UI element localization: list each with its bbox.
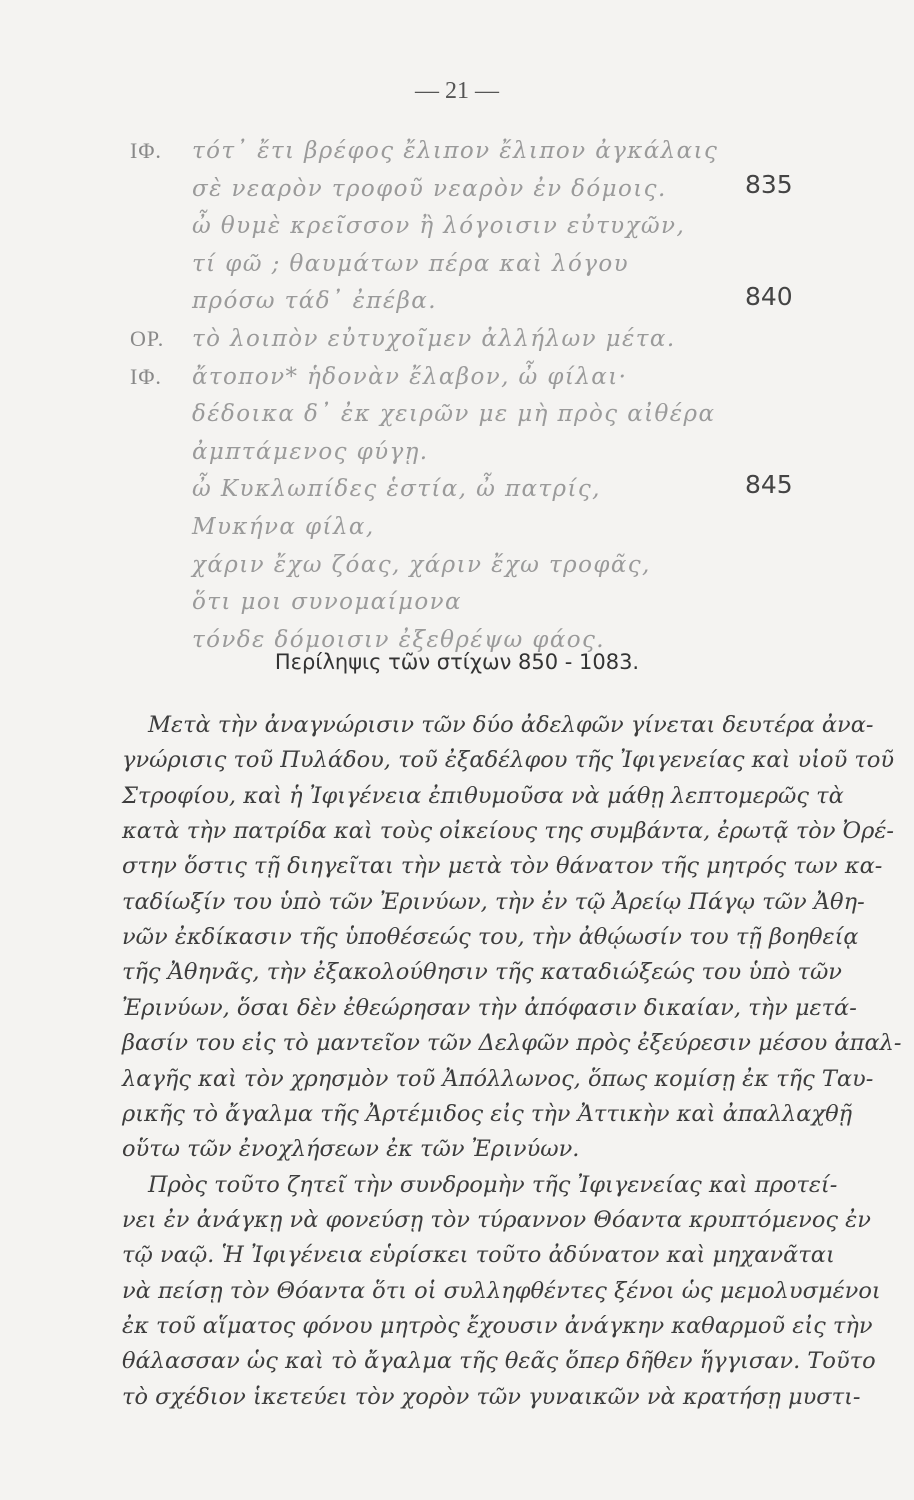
verse-text: Μυκήνα φίλα,: [192, 514, 375, 540]
prose-line: κατὰ τὴν πατρίδα καὶ τοὺς οἰκείους της συμβάντα, ἐρωτᾷ τὸν Ὀρέ-: [122, 818, 894, 845]
verse-text: τότ᾽ ἔτι βρέφος ἔλιπον ἔλιπον ἀγκάλαις: [192, 138, 719, 164]
verse-line: [0, 439, 914, 473]
verse-line: [0, 169, 914, 210]
prose-line: τὸ σχέδιον ἱκετεύει τὸν χορὸν τῶν γυναικῶν νὰ κρατήσῃ μυστι-: [122, 1383, 861, 1410]
prose-line: λαγῆς καὶ τὸν χρησμὸν τοῦ Ἀπόλλωνος, ὅπως κομίσῃ ἐκ τῆς Ταυ-: [122, 1065, 874, 1092]
line-number: 840: [745, 282, 793, 312]
verse-line: [0, 213, 914, 247]
verse-line: [0, 282, 914, 322]
verse-text: τὸ λοιπὸν εὐτυχοῖμεν ἀλλήλων μέτα.: [192, 326, 676, 352]
prose-line: γνώρισις τοῦ Πυλάδου, τοῦ ἐξαδέλφου τῆς Ἰφιγενείας καὶ υἱοῦ τοῦ: [122, 747, 895, 774]
verse-text: πρόσω τάδ᾽ ἐπέβα.: [192, 288, 437, 315]
prose-line: Πρὸς τοῦτο ζητεῖ τὴν συνδρομὴν τῆς Ἰφιγενείας καὶ προτεί-: [148, 1171, 838, 1198]
verse-line: [0, 401, 914, 435]
verse-line: [0, 251, 914, 285]
prose-line: Μετὰ τὴν ἀναγνώρισιν τῶν δύο ἀδελφῶν γίνεται δευτέρα ἀνα-: [148, 712, 874, 738]
verse-line: [0, 470, 914, 510]
prose-line: ἐκ τοῦ αἵματος φόνου μητρὸς ἔχουσιν ἀνάγκην καθαρμοῦ εἰς τὴν: [122, 1312, 873, 1339]
prose-line: στην ὅστις τῇ διηγεῖται τὴν μετὰ τὸν θάνατον τῆς μητρός των κα-: [122, 853, 883, 880]
speaker-label: ΙΦ.: [130, 363, 162, 389]
verse-text: ὦ θυμὲ κρεῖσσον ἢ λόγοισιν εὐτυχῶν,: [192, 213, 686, 240]
verse-text: ὅτι μοι συνομαίμονα: [192, 589, 462, 616]
verse-text: τόνδε δόμοισιν ἐξεθρέψω φάος.: [192, 626, 606, 653]
speaker-label: ΙΦ.: [130, 138, 162, 163]
line-number: 835: [745, 169, 793, 199]
verse-text: ἄτοπον* ἡδονὰν ἔλαβον, ὦ φίλαι·: [192, 363, 628, 390]
prose-line: Ἐρινύων, ὅσαι δὲν ἐθεώρησαν τὴν ἀπόφασιν δικαίαν, τὴν μετά-: [122, 994, 857, 1021]
verse-text: τί φῶ ; θαυμάτων πέρα καὶ λόγου: [192, 250, 630, 277]
prose-line: ρικῆς τὸ ἄγαλμα τῆς Ἀρτέμιδος εἰς τὴν Ἀττικὴν καὶ ἀπαλλαχθῇ: [122, 1100, 853, 1127]
prose-line: τῷ ναῷ. Ἡ Ἰφιγένεια εὑρίσκει τοῦτο ἀδύνατον καὶ μηχανᾶται: [122, 1242, 835, 1269]
line-number: 845: [745, 470, 793, 500]
verse-line: [0, 589, 914, 623]
page-number: — 21 —: [415, 78, 499, 104]
verse-text: σὲ νεαρὸν τροφοῦ νεαρὸν ἐν δόμοις.: [192, 175, 667, 202]
verse-line: [0, 514, 914, 548]
prose-line: ταδίωξίν του ὑπὸ τῶν Ἐρινύων, τὴν ἐν τῷ Ἀρείῳ Πάγῳ τῶν Ἀθη-: [122, 888, 865, 915]
verse-text: ὦ Κυκλωπίδες ἑστία, ὦ πατρίς,: [192, 476, 601, 503]
speaker-label: ΟΡ.: [130, 326, 165, 351]
prose-line: Στροφίου, καὶ ἡ Ἰφιγένεια ἐπιθυμοῦσα νὰ μάθῃ λεπτομερῶς τὰ: [122, 782, 844, 809]
verse-line: [0, 364, 914, 398]
prose-line: νει ἐν ἀνάγκῃ νὰ φονεύσῃ τὸν τύραννον Θόαντα κρυπτόμενος ἐν: [122, 1206, 871, 1233]
verse-text: δέδοικα δ᾽ ἐκ χειρῶν με μὴ πρὸς αἰθέρα: [192, 401, 716, 428]
verse-line: [0, 138, 914, 172]
prose-line: νῶν ἐκδίκασιν τῆς ὑποθέσεώς του, τὴν ἀθῴωσίν του τῇ βοηθείᾳ: [122, 924, 859, 951]
prose-line: τῆς Ἀθηνᾶς, τὴν ἐξακολούθησιν τῆς καταδιώξεώς του ὑπὸ τῶν: [122, 959, 842, 986]
verse-line: [0, 326, 914, 360]
verse-text: ἀμπτάμενος φύγῃ.: [192, 438, 429, 465]
section-heading: Περίληψις τῶν στίχων 850 - 1083.: [274, 650, 640, 674]
prose-line: οὕτω τῶν ἐνοχλήσεων ἐκ τῶν Ἐρινύων.: [122, 1136, 580, 1163]
verse-text: χάριν ἔχω ζόας, χάριν ἔχω τροφᾶς,: [192, 551, 651, 578]
prose-line: θάλασσαν ὡς καὶ τὸ ἄγαλμα τῆς θεᾶς ὅπερ δῆθεν ἥγγισαν. Τοῦτο: [122, 1348, 876, 1375]
verse-line: [0, 552, 914, 586]
prose-line: νὰ πείσῃ τὸν Θόαντα ὅτι οἱ συλληφθέντες ξένοι ὡς μεμολυσμένοι: [122, 1277, 881, 1304]
prose-line: βασίν του εἰς τὸ μαντεῖον τῶν Δελφῶν πρὸς ἐξεύρεσιν μέσου ἀπαλ-: [122, 1030, 902, 1057]
